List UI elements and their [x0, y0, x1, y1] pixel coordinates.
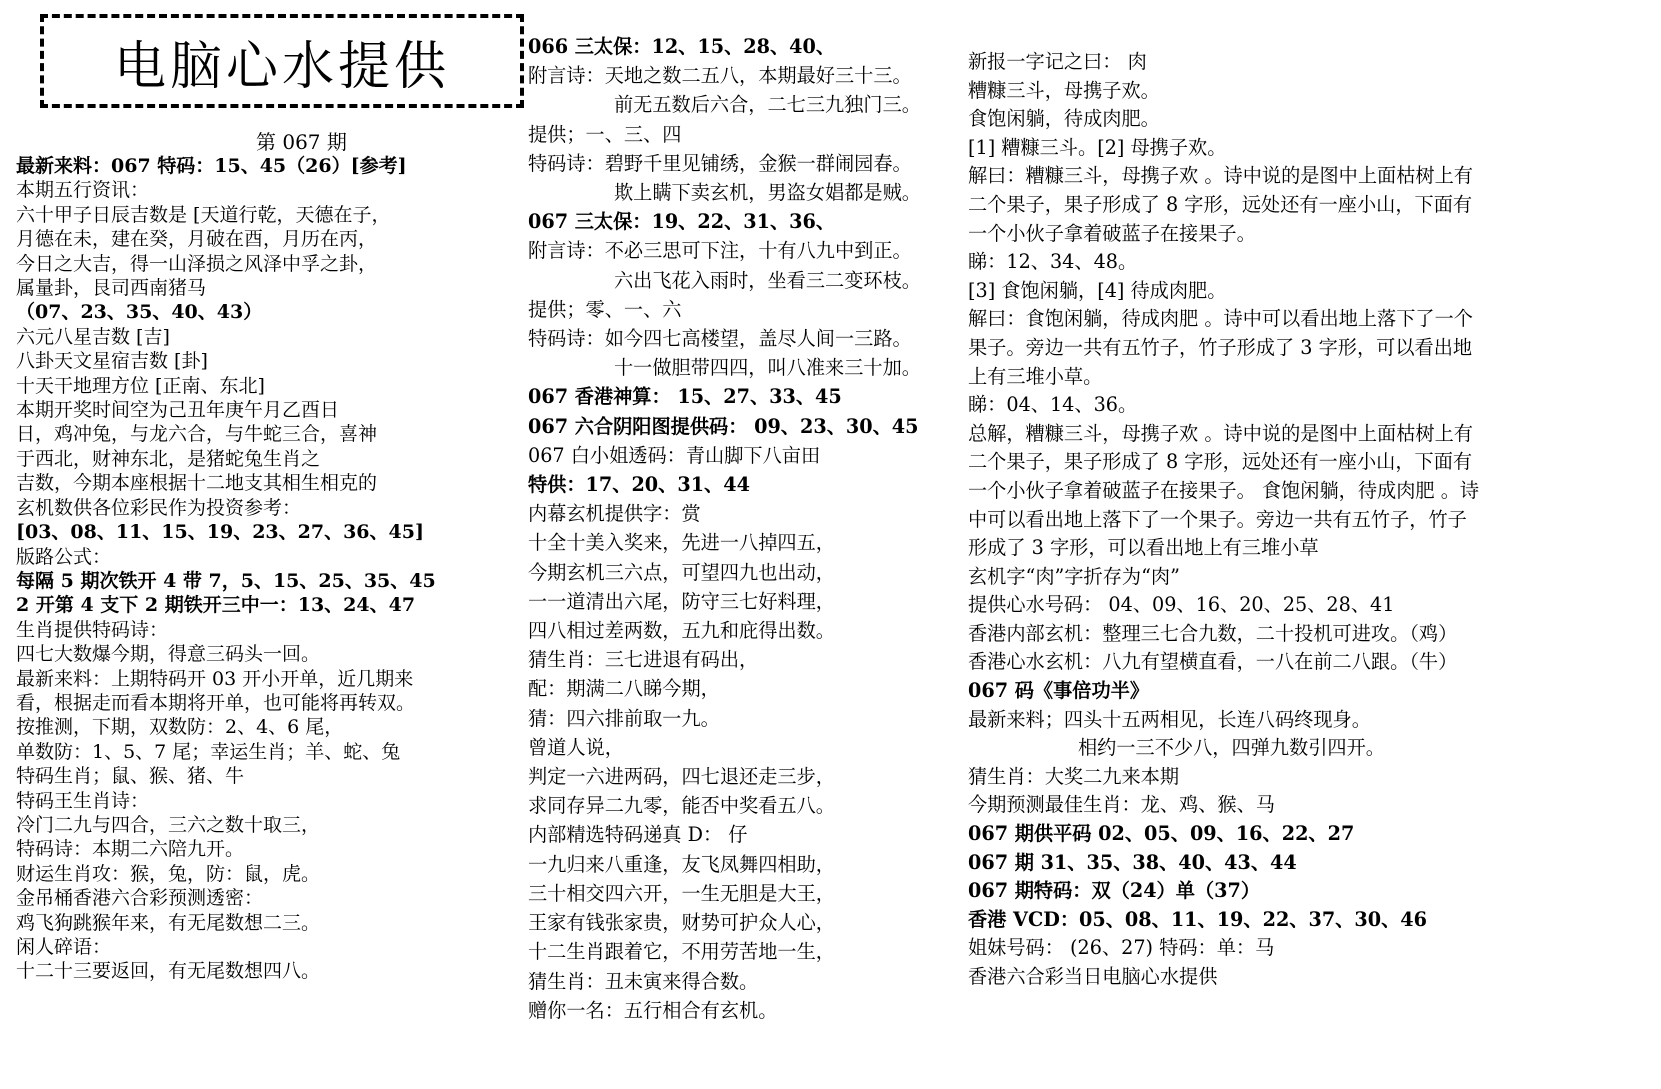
- text-line: 八卦天文星宿吉数 [卦]: [16, 350, 208, 373]
- text-line: 日，鸡冲兔，与龙六合，与牛蛇三合，喜神: [16, 423, 378, 446]
- text-line: 067 期 31、35、38、40、43、44: [968, 850, 1297, 874]
- text-line: 067 六合阴阳图提供码： 09、23、30、45: [528, 414, 919, 438]
- text-line: 特码诗：本期二六陪九开。: [16, 838, 245, 861]
- text-line: 二个果子，果子形成了 8 字形，远处还有一座小山，下面有: [968, 450, 1473, 474]
- text-line: 内幕玄机提供字：赏: [528, 502, 701, 526]
- text-line: 赠你一名：五行相合有玄机。: [528, 998, 778, 1022]
- text-line: 十二十三要返回，有无尾数想四八。: [16, 960, 321, 983]
- text-line: 总解，糟糠三斗，母携子欢 。诗中说的是图中上面枯树上有: [968, 421, 1473, 445]
- text-line: 提供心水号码： 04、09、16、20、25、28、41: [968, 593, 1395, 617]
- text-line: 鸡飞狗跳猴年来，有无尾数想二三。: [16, 911, 321, 934]
- text-line: 香港心水玄机：八九有望横直看，一八在前二八跟。（牛）: [968, 650, 1458, 674]
- text-line: 三十相交四六开，一生无胆是大王，: [528, 881, 835, 905]
- text-line: 糟糠三斗，母携子欢。: [968, 78, 1160, 102]
- text-line: 最新来料：上期特码开 03 开小开单，近几期来: [16, 667, 414, 690]
- text-line: 特码诗：碧野千里见铺绣，金猴一群闹园春。: [528, 151, 912, 175]
- text-line: 形成了 3 字形，可以看出地上有三堆小草: [968, 536, 1319, 560]
- text-line: 玄机数供各位彩民作为投资参考：: [16, 496, 302, 519]
- text-line: 六元八星吉数 [吉]: [16, 325, 170, 348]
- text-line: 四八相过差两数，五九和庇得出数。: [528, 619, 835, 643]
- text-line: 提供；零、一、六: [528, 297, 682, 321]
- left-column-lines: [16, 154, 436, 984]
- text-line: 特码王生肖诗：: [16, 789, 150, 812]
- text-line: 每隔 5 期次铁开 4 带 7，5、15、25、35、45: [16, 569, 436, 592]
- text-line: 今日之大吉，得一山泽损之风泽中孚之卦，: [16, 252, 378, 275]
- text-line: 067 期特码：双（24）单（37）: [968, 879, 1261, 903]
- text-line: 香港 VCD：05、08、11、19、22、37、30、46: [968, 907, 1427, 931]
- text-line: 067 三太保：19、22、31、36、: [528, 210, 836, 234]
- text-line: 四七大数爆今期，得意三码头一回。: [16, 643, 321, 666]
- text-line: 特码生肖；鼠、猴、猪、牛: [16, 765, 245, 788]
- text-line: 前无五数后六合，二七三九独门三。: [614, 93, 921, 117]
- text-line: 提供；一、三、四: [528, 122, 682, 146]
- text-line: 六出飞花入雨时，坐看三二变环枝。: [614, 268, 921, 292]
- text-line: 本期五行资讯：: [16, 179, 150, 202]
- text-line: 生肖提供特码诗：: [16, 618, 169, 641]
- text-line: 一一道清出六尾，防守三七好料理，: [528, 589, 835, 613]
- text-line: 按推测，下期，双数防：2、4、6 尾，: [16, 716, 344, 739]
- text-line: 吉数，今期本座根据十二地支其相生相克的: [16, 472, 378, 495]
- text-line: 特供：17、20、31、44: [528, 473, 750, 497]
- text-line: 067 白小姐透码：青山脚下八亩田: [528, 443, 821, 467]
- text-line: 最新来料：067 特码：15、45（26）[参考]: [16, 155, 407, 177]
- text-line: （07、23、35、40、43）: [16, 301, 263, 324]
- text-line: 闲人碎语：: [16, 936, 112, 958]
- text-line: 财运生肖攻：猴，兔，防：鼠，虎。: [16, 862, 321, 885]
- text-line: 曾道人说，: [528, 735, 624, 759]
- text-line: 月德在未，建在癸，月破在酉，月历在丙，: [16, 228, 378, 251]
- text-line: [1] 糟糠三斗。[2] 母携子欢。: [968, 135, 1227, 159]
- text-line: [03、08、11、15、19、23、27、36、45]: [16, 521, 424, 544]
- text-line: 睇：12、34、48。: [968, 250, 1138, 274]
- text-line: 066 三太保：12、15、28、40、: [528, 35, 836, 58]
- text-line: 十二生肖跟着它，不用劳苦地一生，: [528, 940, 835, 964]
- text-line: 欺上瞒下卖玄机，男盗女娼都是贼。: [614, 181, 921, 205]
- text-line: [3] 食饱闲躺，[4] 待成肉肥。: [968, 278, 1227, 302]
- text-line: 王家有钱张家贵，财势可护众人心，: [528, 911, 835, 935]
- text-line: 于西北，财神东北，是猪蛇兔生肖之: [16, 447, 321, 470]
- text-line: 食饱闲躺，待成肉肥。: [968, 107, 1160, 131]
- text-line: 求同存异二九零，能否中奖看五八。: [528, 794, 835, 818]
- text-line: 属量卦，艮司西南猪马: [16, 277, 207, 300]
- text-line: 版路公式：: [16, 545, 112, 568]
- text-line: 冷门二九与四合，三六之数十取三，: [16, 813, 321, 836]
- text-line: 十天干地理方位 [正南、东北]: [16, 374, 265, 397]
- text-line: 猜：四六排前取一九。: [528, 706, 720, 730]
- text-line: 猜生肖：三七进退有码出，: [528, 648, 759, 672]
- text-line: 看，根据走而看本期将开单，也可能将再转双。: [16, 691, 416, 714]
- text-line: 十全十美入奖来，先进一八掉四五，: [528, 531, 835, 555]
- text-line: 解曰：糟糠三斗，母携子欢 。诗中说的是图中上面枯树上有: [968, 164, 1473, 188]
- text-line: 新报一字记之曰： 肉: [968, 50, 1147, 73]
- text-line: 二个果子，果子形成了 8 字形，远处还有一座小山，下面有: [968, 192, 1473, 216]
- text-line: 睇：04、14、36。: [968, 393, 1138, 417]
- text-line: 附言诗：不必三思可下注，十有八九中到正。: [528, 239, 912, 263]
- title-box: [40, 14, 524, 108]
- text-line: 今期预测最佳生肖：龙、鸡、猴、马: [968, 793, 1275, 817]
- text-line: 香港六合彩当日电脑心水提供: [968, 965, 1218, 988]
- text-line: 相约一三不少八，四弹九数引四开。: [1078, 736, 1385, 760]
- text-line: 中可以看出地上落下了一个果子。旁边一共有五竹子，竹子: [968, 507, 1467, 531]
- right-column: [968, 48, 1542, 992]
- text-line: 一个小伙子拿着破蓝子在接果子。 食饱闲躺，待成肉肥 。诗: [968, 478, 1480, 502]
- text-line: 一个小伙子拿着破蓝子在接果子。: [968, 221, 1256, 245]
- text-line: 2 开第 4 支下 2 期铁开三中一：13、24、47: [16, 594, 416, 617]
- text-line: 香港内部玄机：整理三七合九数，二十投机可进攻。（鸡）: [968, 621, 1458, 645]
- text-line: 067 码《事倍功半》: [968, 679, 1150, 703]
- middle-column: [528, 32, 960, 1025]
- text-line: 最新来料；四头十五两相见，长连八码终现身。: [968, 707, 1371, 731]
- text-line: 果子。旁边一共有五竹子，竹子形成了 3 字形，可以看出地: [968, 335, 1473, 359]
- text-line: 金吊桶香港六合彩预测透密：: [16, 887, 264, 910]
- text-line: 猜生肖：丑未寅来得合数。: [528, 969, 759, 993]
- text-line: 附言诗：天地之数二五八，本期最好三十三。: [528, 64, 912, 88]
- text-line: 配：期满二八睇今期，: [528, 677, 720, 701]
- text-line: 六十甲子日辰吉数是 [天道行乾，天德在子，: [16, 203, 391, 226]
- page-title: 电脑心水提供: [113, 36, 450, 97]
- text-line: 特码诗：如今四七高楼望，盖尽人间一三路。: [528, 327, 912, 351]
- text-line: 单数防：1、5、7 尾；幸运生肖；羊、蛇、兔: [16, 740, 401, 763]
- text-line: 一九归来八重逢，友飞凤舞四相助，: [528, 852, 835, 876]
- text-line: 姐妹号码： (26、27) 特码：单：马: [968, 936, 1275, 960]
- text-line: 上有三堆小草。: [968, 364, 1103, 388]
- issue-number: 第 067 期: [256, 130, 347, 154]
- text-line: 067 香港神算： 15、27、33、45: [528, 385, 842, 409]
- text-line: 本期开奖时间空为己丑年庚午月乙酉日: [16, 399, 340, 422]
- text-line: 猜生肖：大奖二九来本期: [968, 764, 1180, 788]
- text-line: 067 期供平码 02、05、09、16、22、27: [968, 822, 1355, 846]
- text-line: 解曰：食饱闲躺，待成肉肥 。诗中可以看出地上落下了一个: [968, 307, 1473, 331]
- text-line: 今期玄机三六点，可望四九也出动，: [528, 560, 835, 584]
- text-line: 内部精选特码递真 D： 仔: [528, 823, 748, 847]
- text-line: 十一做胆带四四，叫八准来三十加。: [614, 356, 921, 380]
- text-line: 判定一六进两码，四七退还走三步，: [528, 765, 835, 789]
- text-line: 玄机字“肉”字折存为“肉”: [968, 564, 1180, 588]
